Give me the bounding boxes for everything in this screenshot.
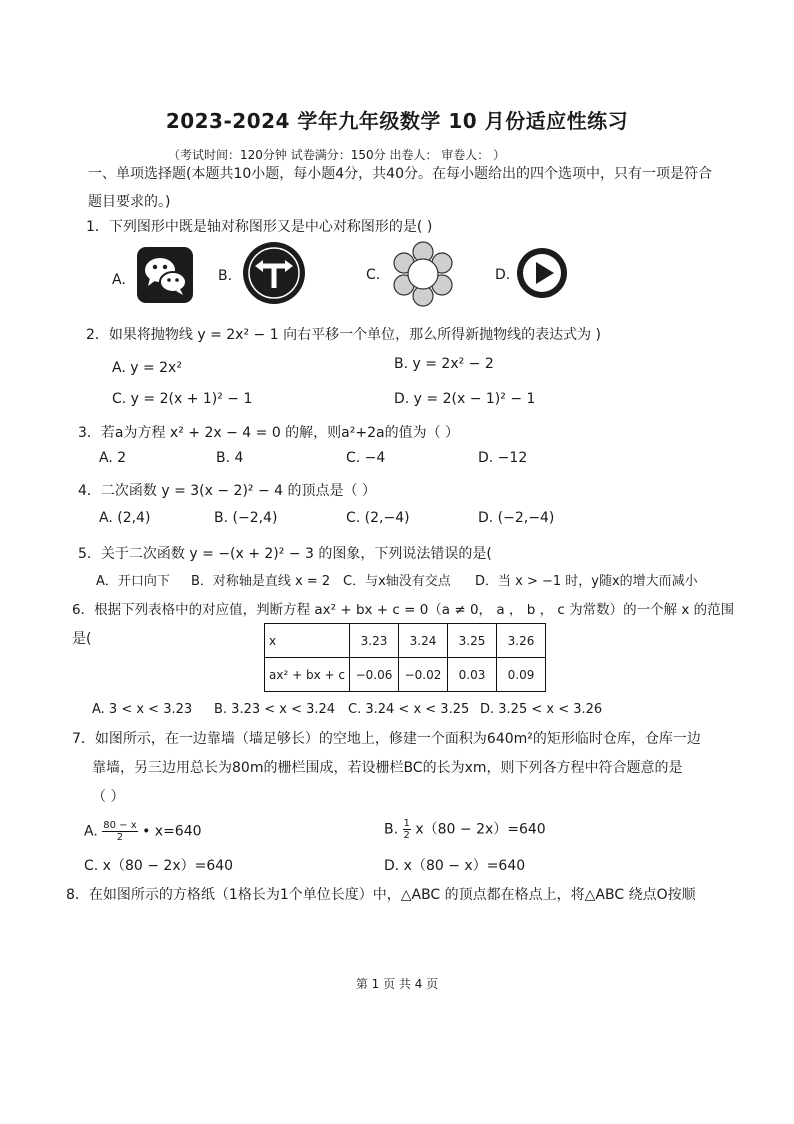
section-heading: 一、单项选择题(本题共10小题，每小题4分，共40分。在每小题给出的四个选项中，只有一项是符合 — [88, 166, 712, 182]
table-cell: 3.26 — [497, 624, 546, 658]
table-cell: −0.02 — [399, 658, 448, 692]
q7-option-b-rest: x（80 − 2x）=640 — [415, 821, 546, 838]
fraction-denominator: 2 — [403, 830, 410, 841]
q7-option-b-label: B. — [384, 821, 399, 838]
q6-stem-cont: 是( — [72, 631, 92, 647]
page-title: 2023-2024 学年九年级数学 10 月份适应性练习 — [165, 109, 629, 133]
q1-stem: 1．下列图形中既是轴对称图形又是中心对称图形的是( ) — [86, 219, 433, 235]
q7-option-b — [384, 818, 546, 841]
q6-option-b: B. 3.23 < x < 3.24 — [214, 702, 336, 717]
q7-option-a-fraction — [102, 820, 137, 843]
q5-option-d: D．当 x > −1 时，y随x的增大而减小 — [475, 574, 698, 589]
q6-option-c: C. 3.24 < x < 3.25 — [348, 702, 470, 717]
q7-stem-cont: 靠墙，另三边用总长为80m的栅栏围成，若设栅栏BC的长为xm，则下列各方程中符合题意的是 — [92, 760, 683, 776]
flower-ring-icon — [390, 241, 456, 311]
q5-stem: 5．关于二次函数 y = −(x + 2)² − 3 的图象，下列说法错误的是( — [78, 546, 492, 562]
table-cell: −0.06 — [350, 658, 399, 692]
table-cell: 0.09 — [497, 658, 546, 692]
section-heading-cont: 题目要求的。) — [88, 194, 171, 210]
q7-stem-paren: （ ） — [92, 789, 125, 805]
fraction-denominator: 2 — [116, 832, 124, 843]
q3-option-d: D. −12 — [478, 450, 528, 466]
q5-option-b: B．对称轴是直线 x = 2 — [191, 574, 331, 589]
q3-stem: 3．若a为方程 x² + 2x − 4 = 0 的解，则a²+2a的值为（ ） — [78, 425, 460, 441]
q3-option-c: C. −4 — [346, 450, 386, 466]
q1-option-d-label: D. — [495, 267, 511, 283]
table-header-expr: ax² + bx + c — [265, 658, 350, 692]
play-button-icon — [516, 247, 568, 303]
wechat-icon — [136, 246, 194, 308]
q4-stem: 4．二次函数 y = 3(x − 2)² − 4 的顶点是（ ） — [78, 483, 376, 499]
q2-option-b: B. y = 2x² − 2 — [394, 356, 494, 372]
q2-option-a: A. y = 2x² — [112, 360, 182, 376]
turn-arrow-sign-icon — [241, 240, 307, 310]
q7-option-b-fraction — [403, 818, 411, 841]
q4-option-d: D. (−2,−4) — [478, 510, 555, 526]
q4-option-b: B. (−2,4) — [214, 510, 278, 526]
table-row — [265, 658, 546, 692]
q7-option-a-label: A. — [84, 823, 98, 840]
q6-option-d: D. 3.25 < x < 3.26 — [480, 702, 603, 717]
q4-option-a: A. (2,4) — [99, 510, 151, 526]
q7-option-d: D. x（80 − x）=640 — [384, 858, 526, 874]
q5-option-c: C．与x轴没有交点 — [343, 574, 451, 589]
q8-stem: 8．在如图所示的方格纸（1格长为1个单位长度）中，△ABC 的顶点都在格点上，将△ABC 绕点O按顺 — [66, 887, 696, 903]
q4-option-c: C. (2,−4) — [346, 510, 410, 526]
q1-option-a-label: A. — [112, 272, 126, 288]
q2-option-d: D. y = 2(x − 1)² − 1 — [394, 391, 536, 407]
q6-stem: 6．根据下列表格中的对应值，判断方程 ax² + bx + c = 0（a ≠ 0， a ， b ， c 为常数）的一个解 x 的范围 — [72, 602, 735, 618]
table-cell: 3.25 — [448, 624, 497, 658]
q2-stem: 2．如果将抛物线 y = 2x² − 1 向右平移一个单位，那么所得新抛物线的表达式为 ) — [86, 327, 601, 343]
fraction-numerator: 80 − x — [103, 820, 137, 831]
q7-option-a-rest: • x=640 — [142, 823, 202, 840]
table-row — [265, 624, 546, 658]
q1-option-c-label: C. — [366, 267, 381, 283]
q2-option-c: C. y = 2(x + 1)² − 1 — [112, 391, 253, 407]
q5-option-a: A．开口向下 — [96, 574, 170, 589]
q7-option-a — [84, 820, 202, 843]
q7-stem: 7．如图所示，在一边靠墙（墙足够长）的空地上，修建一个面积为640m²的矩形临时仓库，仓库一边 — [72, 731, 701, 747]
q7-option-c: C. x（80 − 2x）=640 — [84, 858, 234, 874]
q6-option-a: A. 3 < x < 3.23 — [92, 702, 193, 717]
fraction-numerator: 1 — [403, 818, 410, 829]
exam-meta: （考试时间：120分钟 试卷满分：150分 出卷人： 审卷人： ） — [168, 148, 506, 162]
q1-option-b-label: B. — [218, 268, 233, 284]
table-cell: 3.23 — [350, 624, 399, 658]
table-cell: 0.03 — [448, 658, 497, 692]
page-footer: 第 1 页 共 4 页 — [355, 977, 439, 991]
table-header-x: x — [265, 624, 350, 658]
table-cell: 3.24 — [399, 624, 448, 658]
q3-option-a: A. 2 — [99, 450, 127, 466]
values-table — [264, 623, 546, 692]
q3-option-b: B. 4 — [216, 450, 244, 466]
